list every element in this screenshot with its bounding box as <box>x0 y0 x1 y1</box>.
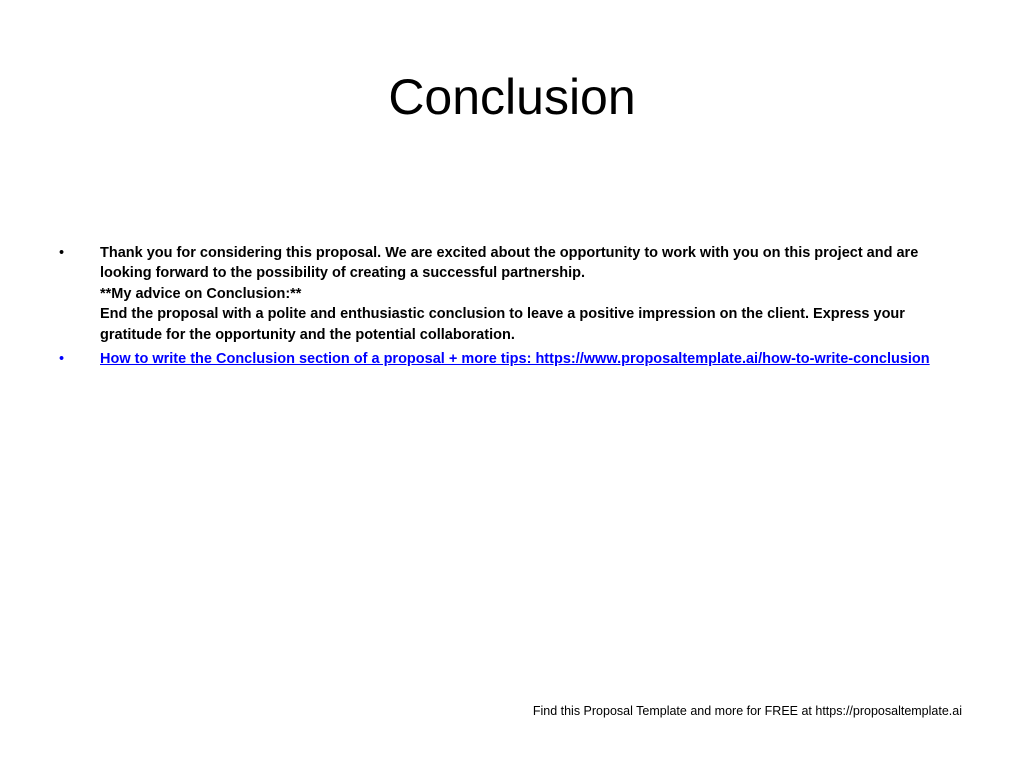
bullet-item-intro <box>56 243 956 345</box>
slide-title: Conclusion <box>388 69 636 125</box>
bullet-item-link <box>56 349 956 369</box>
bullet-text-advice-body: End the proposal with a polite and enthusiastic conclusion to leave a positive impression on the client. Express your gratitude for the opportunity and the potential collaboration. <box>100 306 905 343</box>
footer-credit: Find this Proposal Template and more for FREE at https://proposaltemplate.ai <box>532 704 962 718</box>
bullet-list <box>56 243 956 373</box>
bullet-text-advice-heading: **My advice on Conclusion:** <box>100 285 302 302</box>
bullet-marker: • <box>59 245 65 261</box>
how-to-write-conclusion-link[interactable]: How to write the Conclusion section of a proposal + more tips: https://www.proposaltemplate.ai/how-to-write-conclusion <box>100 351 930 368</box>
bullet-marker: • <box>59 351 65 368</box>
bullet-text-thanks: Thank you for considering this proposal. We are excited about the opportunity to work with you on this project and are looking forward to the possibility of creating a successful partnership. <box>100 245 919 282</box>
